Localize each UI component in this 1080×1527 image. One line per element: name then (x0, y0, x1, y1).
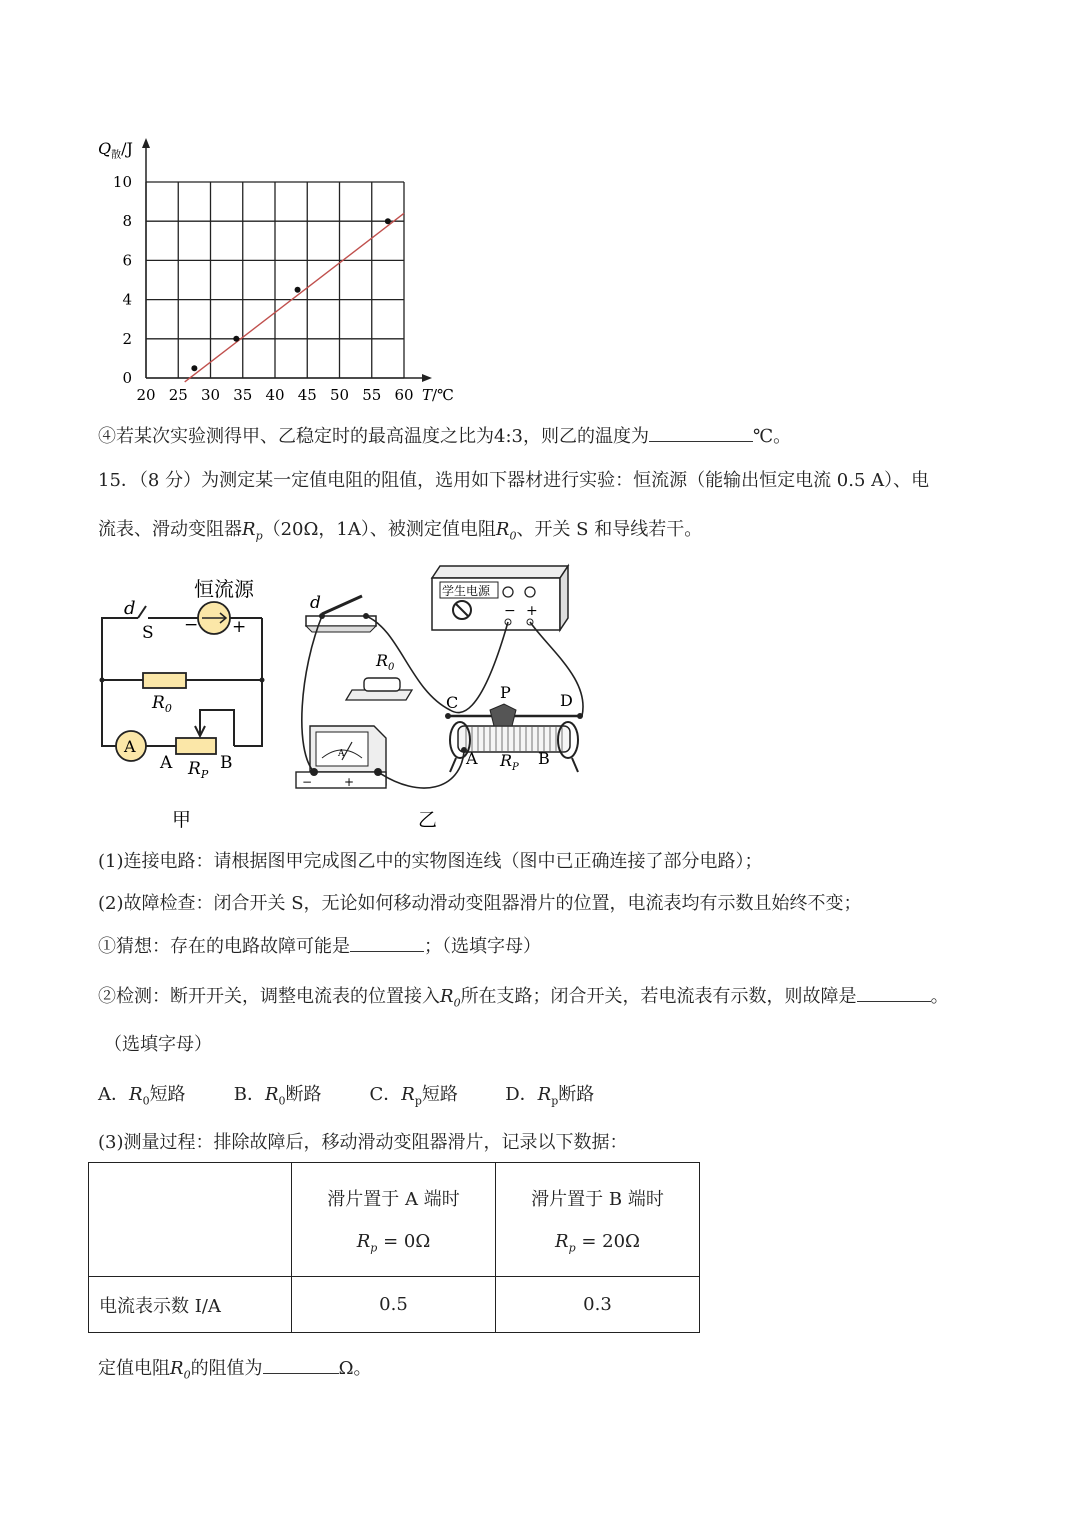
physical-circuit-yi (290, 560, 590, 832)
svg-text:P: P (500, 683, 511, 702)
x-tick-label: 50 (329, 386, 350, 404)
chart-points (191, 218, 391, 371)
svg-text:+: + (526, 603, 538, 619)
q14-part4 (98, 422, 791, 448)
ammeter-label: A (124, 737, 136, 756)
guess-text: ①猜想：存在的电路故障可能是 (98, 936, 350, 957)
svg-text:+: + (344, 775, 355, 789)
rp-label: $R_P$ (188, 759, 209, 781)
svg-text:D: D (560, 691, 573, 710)
table-value-a: 0.5 (292, 1277, 496, 1333)
q15-intro-text-b: （20Ω，1A）、被测定值电阻 (262, 519, 496, 540)
option-b[interactable]: B．$R_0$断路 (233, 1084, 322, 1108)
figure-jia-caption: 甲 (172, 809, 192, 831)
detect-text-c: 。 (930, 986, 949, 1007)
final-text-a: 定值电阻 (98, 1358, 170, 1379)
svg-text:A: A (466, 749, 478, 768)
x-tick-label: 40 (265, 386, 285, 404)
data-point (191, 365, 197, 371)
q15-part1: (1)连接电路：请根据图甲完成图乙中的实物图连线（图中已正确连接了部分电路）； (98, 851, 763, 872)
y-axis-label: $Q_散/J$ (98, 139, 133, 161)
table-value-b: 0.3 (496, 1277, 700, 1333)
y-tick-label: 4 (122, 290, 132, 309)
switch-s-label: S (142, 623, 154, 643)
q15-intro-line1: 15．（8 分）为测定某一定值电阻的阻值，选用如下器材进行实验：恒流源（能输出恒定电流 0.5 A）、电 (98, 470, 930, 491)
terminal-b-label: B (220, 753, 233, 773)
svg-text:学生电源: 学生电源 (442, 584, 491, 598)
chart-grid (146, 182, 404, 378)
detect-text-a: ②检测：断开开关，调整电流表的位置接入 (98, 986, 440, 1007)
y-tick-label: 10 (112, 173, 132, 191)
minus-label: − (184, 615, 199, 635)
answer-blank[interactable] (857, 983, 931, 1002)
answer-blank[interactable] (263, 1355, 339, 1374)
x-tick-label: 60 (394, 386, 414, 404)
x-axis-arrow (422, 374, 432, 382)
rp-symbol: $R_p$ (242, 519, 263, 543)
plus-label: + (232, 617, 247, 637)
q15-part2: (2)故障检查：闭合开关 S，无论如何移动滑动变阻器滑片的位置，电流表均有示数且始终不变； (98, 893, 862, 914)
x-tick-label: 20 (136, 386, 156, 404)
final-text-c: Ω。 (338, 1358, 372, 1379)
r0-resistor (143, 673, 186, 688)
data-point (295, 287, 301, 293)
q15-part3: (3)测量过程：排除故障后，移动滑动变阻器滑片，记录以下数据： (98, 1132, 628, 1153)
rp-resistor (176, 738, 216, 754)
figure-yi-caption: 乙 (418, 809, 438, 831)
final-text-b: 的阻值为 (190, 1358, 263, 1379)
q14-part4-text: ④若某次实验测得甲、乙稳定时的最高温度之比为4:3，则乙的温度为 (98, 426, 649, 447)
table-corner-cell (89, 1163, 292, 1277)
q-vs-t-chart (90, 132, 470, 412)
y-axis-arrow (142, 138, 150, 148)
answer-options (98, 1080, 635, 1108)
svg-text:A: A (338, 749, 345, 759)
svg-text:−: − (504, 603, 516, 619)
r0-symbol: $R_0$ (170, 1358, 191, 1382)
knife-switch-icon (306, 593, 376, 632)
r0-label: $R_0$ (152, 693, 172, 715)
svg-text:d: d (310, 593, 321, 613)
terminal-a-label: A (160, 753, 173, 773)
data-point (385, 218, 391, 224)
y-tick-label: 0 (122, 369, 132, 387)
y-tick-label: 2 (122, 329, 132, 348)
q15-intro-line2 (98, 515, 702, 543)
x-tick-label: 30 (200, 386, 221, 404)
q15-intro-text-c: 、开关 S 和导线若干。 (516, 519, 703, 540)
option-d[interactable]: D．$R_p$断路 (505, 1084, 595, 1108)
y-tick-label: 6 (122, 251, 132, 270)
answer-blank[interactable] (649, 423, 753, 442)
svg-text:−: − (302, 775, 313, 789)
q15-part2-hint: （选填字母） (104, 1034, 212, 1055)
q15-part2-detect (98, 982, 949, 1010)
detect-text-b: 所在支路；闭合开关，若电流表有示数，则故障是 (460, 986, 857, 1007)
svg-text:C: C (446, 693, 459, 712)
x-axis-label: T/℃ (422, 386, 454, 404)
guess-hint: ；（选填字母） (424, 936, 541, 957)
data-point (233, 336, 239, 342)
q14-part4-unit: ℃。 (752, 426, 792, 447)
x-tick-label: 55 (362, 386, 382, 404)
x-tick-label: 25 (168, 386, 188, 404)
answer-blank[interactable] (350, 933, 424, 952)
measurement-table (88, 1162, 700, 1333)
svg-text:R0: $R_0$ (376, 651, 395, 673)
option-c[interactable]: C．$R_p$短路 (369, 1084, 458, 1108)
q15-intro-text-a: 流表、滑动变阻器 (98, 519, 242, 540)
switch-d-label: d (124, 598, 136, 619)
student-power-supply-icon (432, 566, 568, 630)
r0-resistor-icon (346, 651, 412, 700)
circuit-diagram-jia (90, 570, 290, 835)
table-row-label: 电流表示数 I/A (89, 1277, 292, 1333)
r0-symbol: $R_0$ (440, 986, 461, 1010)
r0-symbol: $R_0$ (495, 519, 517, 543)
svg-text:RP: $R_P$ (500, 751, 519, 773)
source-label: 恒流源 (194, 579, 254, 601)
table-header-b: 滑片置于 B 端时 $R_p = 20\Omega$ (496, 1163, 700, 1277)
chart-ticks (98, 139, 454, 404)
q15-final (98, 1354, 372, 1382)
table-header-a: 滑片置于 A 端时 $R_p = 0\Omega$ (292, 1163, 496, 1277)
ammeter-device-icon (296, 726, 386, 789)
option-a[interactable]: A．$R_0$短路 (98, 1084, 186, 1108)
x-tick-label: 45 (297, 386, 317, 404)
svg-text:B: B (538, 749, 550, 768)
y-tick-label: 8 (122, 212, 132, 231)
x-tick-label: 35 (233, 386, 253, 404)
sliding-rheostat-icon (445, 683, 583, 773)
q15-part2-guess (98, 932, 541, 958)
